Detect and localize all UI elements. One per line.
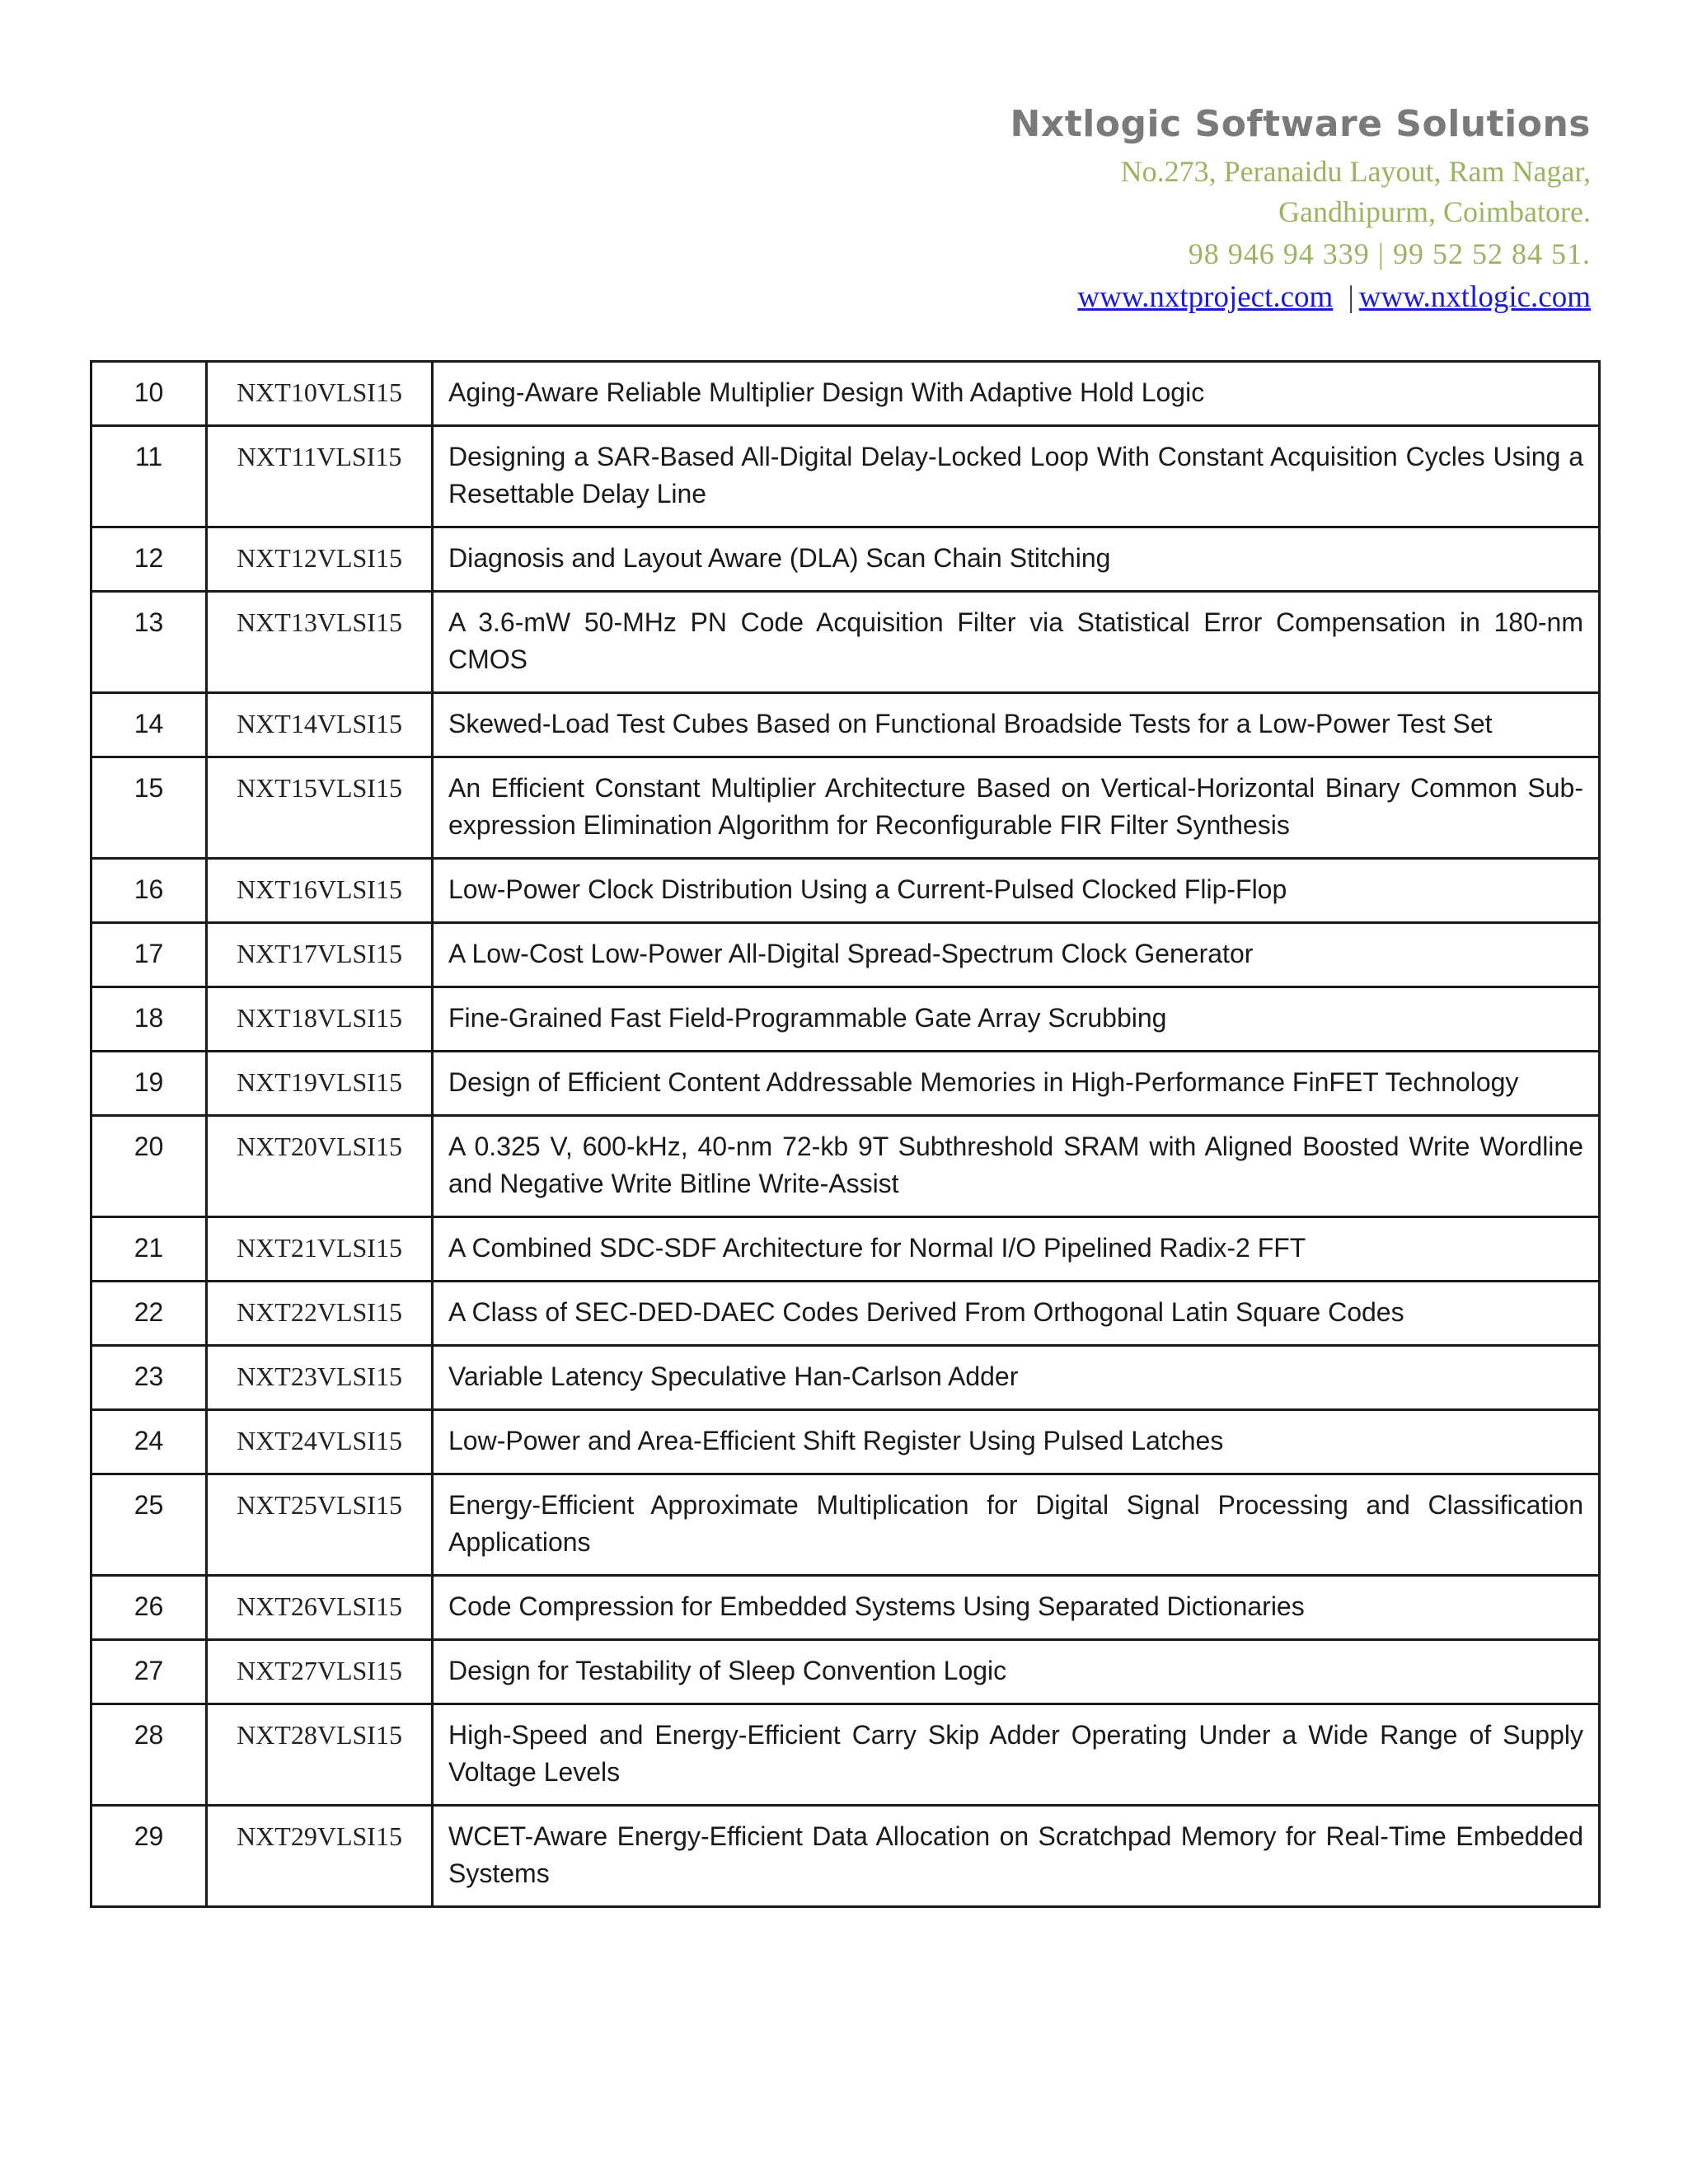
project-code: NXT22VLSI15 — [207, 1282, 433, 1346]
project-title: Aging-Aware Reliable Multiplier Design With Adaptive Hold Logic — [433, 362, 1600, 426]
project-title: An Efficient Constant Multiplier Architecture Based on Vertical-Horizontal Binary Common Sub-expression Elimination Algorithm for Reconfigurable FIR Filter Synthesis — [433, 757, 1600, 859]
row-number: 23 — [91, 1346, 207, 1410]
address-line-2: Gandhipurm, Coimbatore. — [1278, 195, 1591, 228]
table-row — [91, 1217, 1600, 1282]
project-title: Designing a SAR-Based All-Digital Delay-Locked Loop With Constant Acquisition Cycles Using a Resettable Delay Line — [433, 426, 1600, 527]
table-row — [91, 592, 1600, 693]
table-row — [91, 527, 1600, 592]
project-title: Energy-Efficient Approximate Multiplication for Digital Signal Processing and Classification Applications — [433, 1474, 1600, 1576]
row-number: 27 — [91, 1640, 207, 1704]
table-row — [91, 987, 1600, 1052]
row-number: 22 — [91, 1282, 207, 1346]
row-number: 19 — [91, 1052, 207, 1116]
row-number: 28 — [91, 1704, 207, 1806]
project-code: NXT20VLSI15 — [207, 1116, 433, 1217]
row-number: 10 — [91, 362, 207, 426]
project-code: NXT12VLSI15 — [207, 527, 433, 592]
project-title: A Low-Cost Low-Power All-Digital Spread-Spectrum Clock Generator — [433, 923, 1600, 987]
table-row — [91, 1282, 1600, 1346]
project-code: NXT14VLSI15 — [207, 693, 433, 757]
table-row — [91, 1640, 1600, 1704]
project-title: WCET-Aware Energy-Efficient Data Allocation on Scratchpad Memory for Real-Time Embedded Systems — [433, 1806, 1600, 1907]
project-title: Design for Testability of Sleep Convention Logic — [433, 1640, 1600, 1704]
row-number: 17 — [91, 923, 207, 987]
project-title: Design of Efficient Content Addressable Memories in High-Performance FinFET Technology — [433, 1052, 1600, 1116]
row-number: 24 — [91, 1410, 207, 1474]
project-code: NXT18VLSI15 — [207, 987, 433, 1052]
letterhead — [849, 97, 1591, 320]
row-number: 25 — [91, 1474, 207, 1576]
table-row — [91, 1116, 1600, 1217]
row-number: 21 — [91, 1217, 207, 1282]
website-link-nxtlogic[interactable]: www.nxtlogic.com — [1358, 280, 1591, 314]
row-number: 13 — [91, 592, 207, 693]
project-code: NXT25VLSI15 — [207, 1474, 433, 1576]
phone-numbers: 98 946 94 339 | 99 52 52 84 51. — [1188, 237, 1591, 270]
project-title: A Combined SDC-SDF Architecture for Normal I/O Pipelined Radix-2 FFT — [433, 1217, 1600, 1282]
row-number: 12 — [91, 527, 207, 592]
project-title: Diagnosis and Layout Aware (DLA) Scan Chain Stitching — [433, 527, 1600, 592]
project-code: NXT21VLSI15 — [207, 1217, 433, 1282]
row-number: 18 — [91, 987, 207, 1052]
project-title: A 0.325 V, 600-kHz, 40-nm 72-kb 9T Subthreshold SRAM with Aligned Boosted Write Wordline and Negative Write Bitline Write-Assist — [433, 1116, 1600, 1217]
project-code: NXT29VLSI15 — [207, 1806, 433, 1907]
website-link-nxtproject[interactable]: www.nxtproject.com — [1077, 280, 1334, 314]
project-code: NXT13VLSI15 — [207, 592, 433, 693]
project-code: NXT23VLSI15 — [207, 1346, 433, 1410]
row-number: 16 — [91, 859, 207, 923]
project-code: NXT24VLSI15 — [207, 1410, 433, 1474]
project-code: NXT10VLSI15 — [207, 362, 433, 426]
company-name: Nxtlogic Software Solutions — [1010, 103, 1591, 145]
project-title: High-Speed and Energy-Efficient Carry Skip Adder Operating Under a Wide Range of Supply Voltage Levels — [433, 1704, 1600, 1806]
project-code: NXT16VLSI15 — [207, 859, 433, 923]
table-row — [91, 923, 1600, 987]
project-title: A Class of SEC-DED-DAEC Codes Derived From Orthogonal Latin Square Codes — [433, 1282, 1600, 1346]
row-number: 26 — [91, 1576, 207, 1640]
row-number: 11 — [91, 426, 207, 527]
table-row — [91, 757, 1600, 859]
row-number: 14 — [91, 693, 207, 757]
address-line-1: No.273, Peranaidu Layout, Ram Nagar, — [1120, 155, 1591, 188]
table-row — [91, 1346, 1600, 1410]
row-number: 20 — [91, 1116, 207, 1217]
row-number: 29 — [91, 1806, 207, 1907]
table-row — [91, 1704, 1600, 1806]
table-row — [91, 426, 1600, 527]
project-code: NXT15VLSI15 — [207, 757, 433, 859]
website-links — [849, 275, 1591, 320]
project-code: NXT17VLSI15 — [207, 923, 433, 987]
table-row — [91, 1806, 1600, 1907]
table-row — [91, 1410, 1600, 1474]
project-title: Variable Latency Speculative Han-Carlson Adder — [433, 1346, 1600, 1410]
website-separator: | — [1348, 280, 1354, 314]
project-code: NXT11VLSI15 — [207, 426, 433, 527]
project-code: NXT19VLSI15 — [207, 1052, 433, 1116]
table-row — [91, 859, 1600, 923]
project-title: Skewed-Load Test Cubes Based on Functional Broadside Tests for a Low-Power Test Set — [433, 693, 1600, 757]
project-code: NXT27VLSI15 — [207, 1640, 433, 1704]
table-row — [91, 1474, 1600, 1576]
project-title: Low-Power Clock Distribution Using a Current-Pulsed Clocked Flip-Flop — [433, 859, 1600, 923]
project-title: Code Compression for Embedded Systems Using Separated Dictionaries — [433, 1576, 1600, 1640]
project-code: NXT28VLSI15 — [207, 1704, 433, 1806]
project-title: Fine-Grained Fast Field-Programmable Gate Array Scrubbing — [433, 987, 1600, 1052]
table-row — [91, 362, 1600, 426]
table-row — [91, 1052, 1600, 1116]
project-title: Low-Power and Area-Efficient Shift Register Using Pulsed Latches — [433, 1410, 1600, 1474]
table-row — [91, 1576, 1600, 1640]
project-title: A 3.6-mW 50-MHz PN Code Acquisition Filter via Statistical Error Compensation in 180-nm CMOS — [433, 592, 1600, 693]
table-row — [91, 693, 1600, 757]
row-number: 15 — [91, 757, 207, 859]
project-topics-table — [90, 360, 1601, 1908]
project-code: NXT26VLSI15 — [207, 1576, 433, 1640]
